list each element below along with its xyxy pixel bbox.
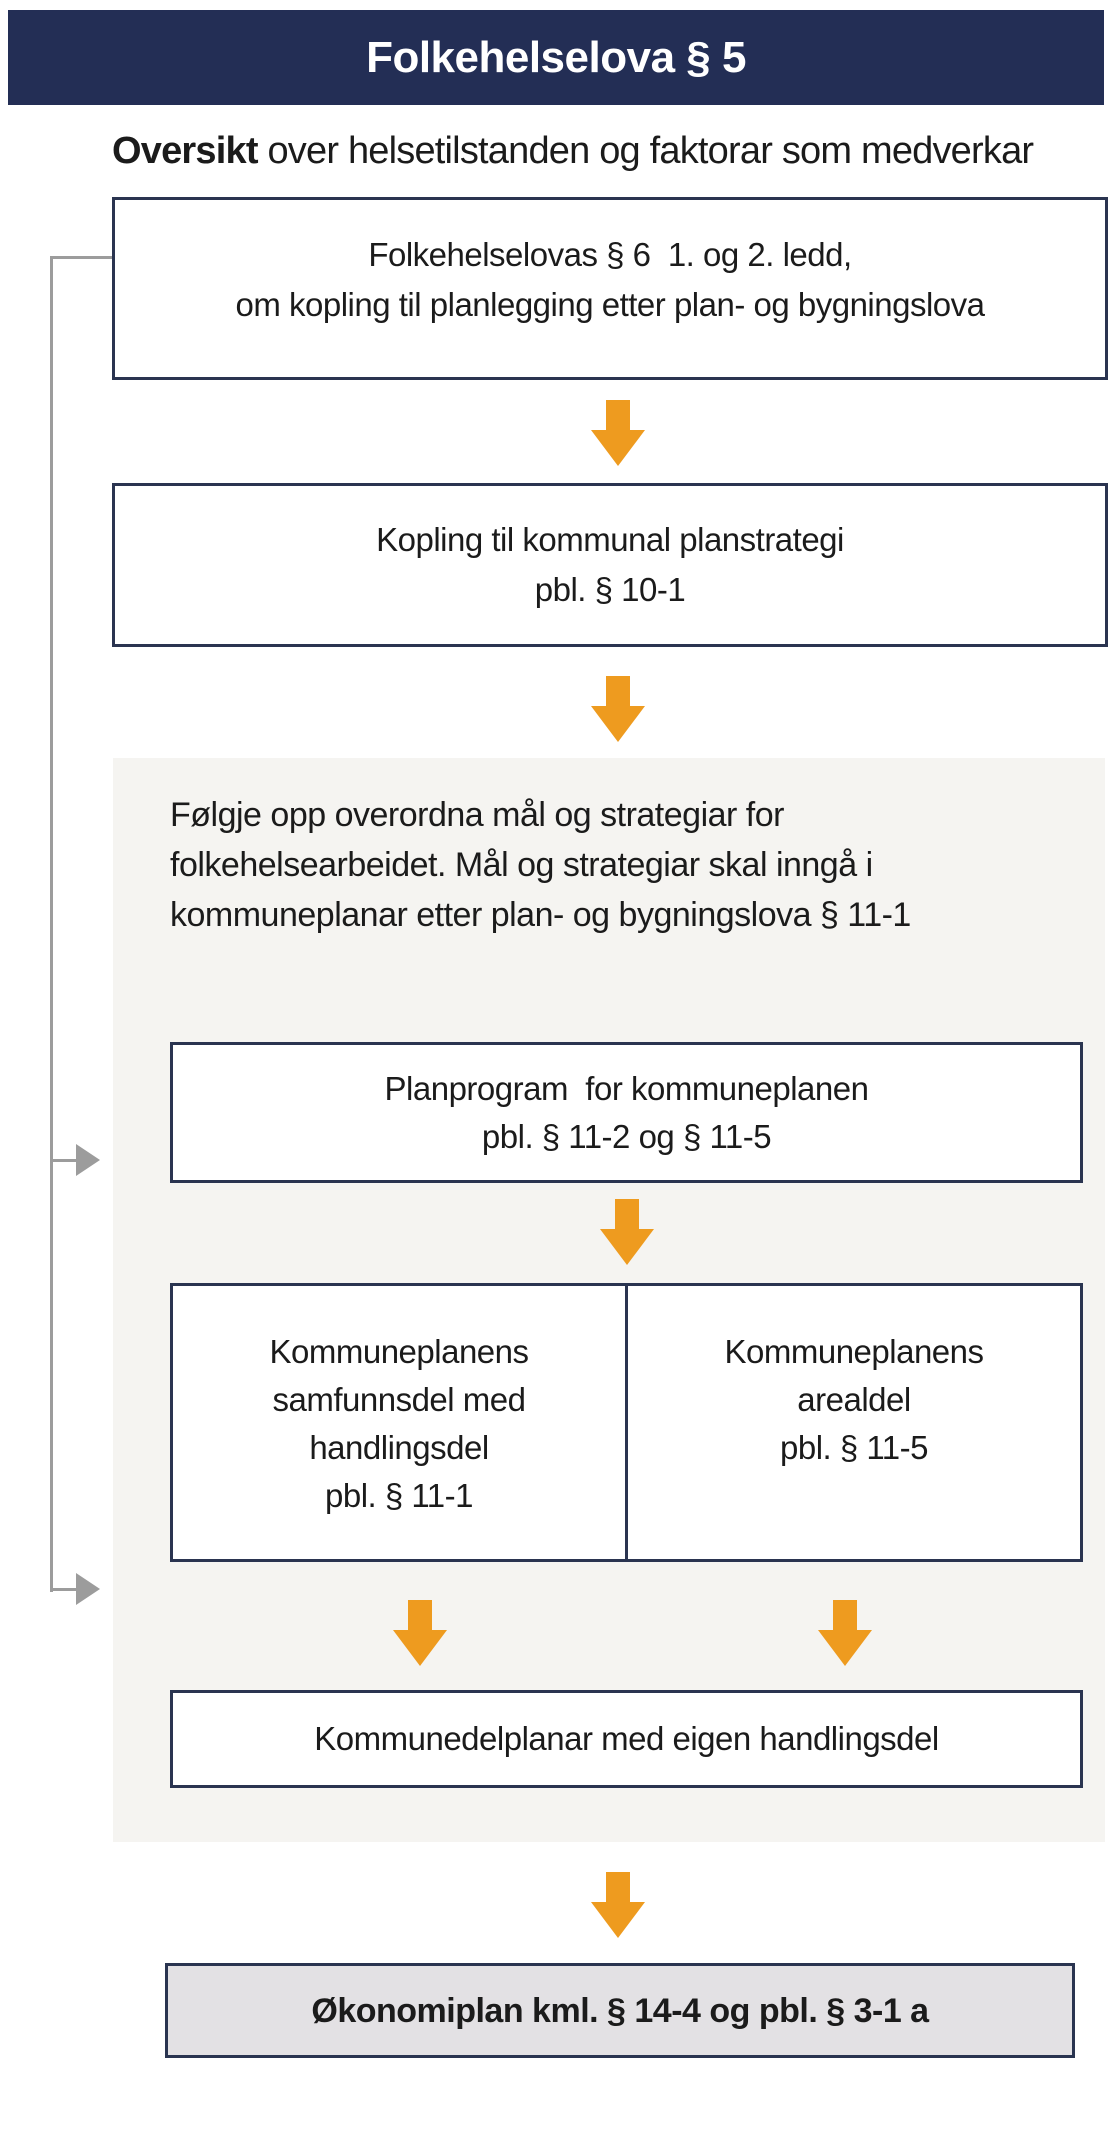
box-text-line: Økonomiplan kml. § 14-4 og pbl. § 3-1 a bbox=[311, 1991, 929, 2030]
box-text-line: handlingsdel bbox=[309, 1429, 489, 1466]
panel-note bbox=[170, 790, 911, 940]
box-text-line: pbl. § 10-1 bbox=[534, 571, 686, 608]
box-text-line: arealdel bbox=[797, 1381, 911, 1418]
box-planprogram bbox=[170, 1042, 1083, 1183]
box-text-line: Folkehelselovas § 6 1. og 2. ledd, bbox=[368, 236, 852, 273]
box-text-line: samfunnsdel med bbox=[272, 1381, 526, 1418]
box-text-line: om kopling til planlegging etter plan- og bygningslova bbox=[235, 286, 985, 323]
panel-note-line: kommuneplanar etter plan- og bygningslova § 11-1 bbox=[170, 896, 911, 934]
right-arrow-icon bbox=[50, 1573, 100, 1605]
box-arealdel bbox=[625, 1286, 1080, 1559]
box-text-line: pbl. § 11-2 og § 11-5 bbox=[481, 1117, 772, 1155]
connector-line-horizontal bbox=[50, 256, 112, 259]
box-text-line: Kopling til kommunal planstrategi bbox=[376, 521, 844, 558]
gray-panel bbox=[113, 758, 1105, 1842]
down-arrow-icon bbox=[591, 1872, 645, 1938]
box-okonomiplan bbox=[165, 1963, 1075, 2058]
box-text-line: pbl. § 11-5 bbox=[780, 1429, 928, 1466]
right-arrow-icon bbox=[50, 1144, 100, 1176]
box-text-line: Kommunedelplanar med eigen handlingsdel bbox=[314, 1720, 939, 1757]
down-arrow-icon bbox=[591, 400, 645, 466]
box-samfunnsdel bbox=[173, 1286, 625, 1559]
box-folkehelselovas bbox=[112, 197, 1108, 380]
box-planstrategi bbox=[112, 483, 1108, 647]
down-arrow-icon bbox=[393, 1600, 447, 1666]
down-arrow-icon bbox=[818, 1600, 872, 1666]
page-title: Folkehelselova § 5 bbox=[366, 32, 746, 82]
box-text-line: Kommuneplanens bbox=[269, 1333, 529, 1370]
panel-note-line: folkehelsearbeidet. Mål og strategiar skal inngå i bbox=[170, 846, 873, 884]
down-arrow-icon bbox=[600, 1199, 654, 1265]
box-text-line: Kommuneplanens bbox=[724, 1333, 984, 1370]
box-kommuneplanens bbox=[170, 1283, 1083, 1562]
subtitle bbox=[112, 130, 1033, 173]
box-text-line: Planprogram for kommuneplanen bbox=[384, 1069, 869, 1107]
box-kommunedelplanar bbox=[170, 1690, 1083, 1788]
connector-line-vertical bbox=[50, 256, 53, 1592]
box-text-line: pbl. § 11-1 bbox=[325, 1477, 473, 1514]
down-arrow-icon bbox=[591, 676, 645, 742]
subtitle-rest: over helsetilstanden og faktorar som medverkar bbox=[257, 130, 1034, 172]
header-bar bbox=[8, 10, 1104, 105]
panel-note-line: Følgje opp overordna mål og strategiar for bbox=[170, 796, 784, 834]
subtitle-bold: Oversikt bbox=[112, 130, 258, 172]
